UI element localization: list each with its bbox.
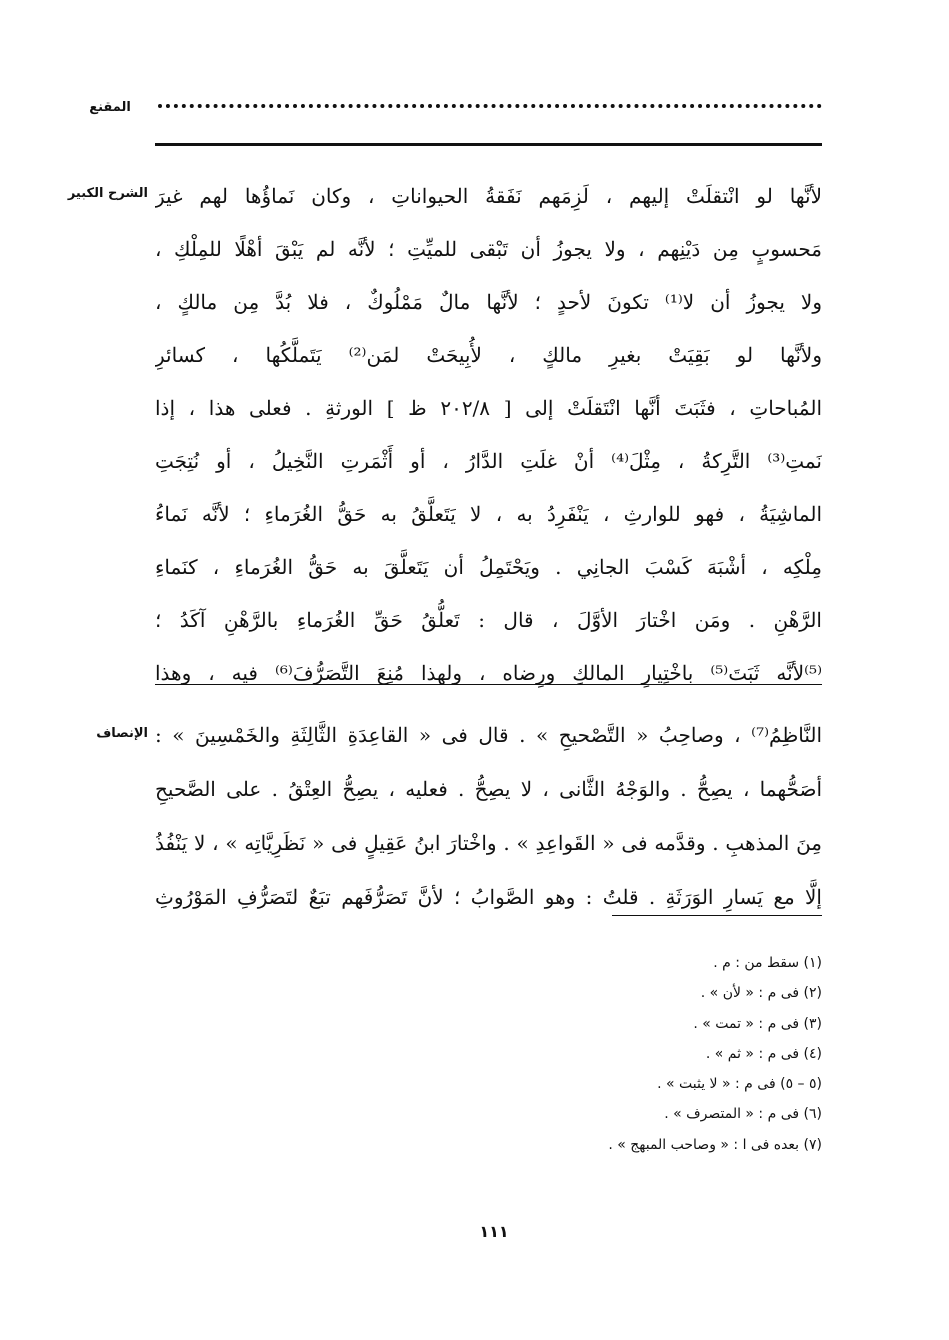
header-dotted-leader: [158, 104, 822, 108]
text-line: الماشِيَةُ ، فهو للوارثِ ، يَنْفَرِدُ به ، لا يَتَعلَّقُ به حَقُّ الغُرَماءِ ؛ لأنَّه نَماءُ: [155, 502, 822, 526]
text-line: لأنَّها لو انْتقلَتْ إليهم ، لَزِمَهم نَفَقةُ الحيواناتِ ، وكان نَماؤُها لهم غيرَ: [155, 184, 822, 208]
text-line: نَمتِ⁽³⁾ التَّرِكةُ ، مِثْلَ⁽⁴⁾ أنْ غلَتِ الدَّارُ ، أو أَثْمَرتِ النَّخِيلُ ، أو نُتِجَتِ: [155, 449, 822, 473]
footnote: (١) سقط من : م .: [713, 955, 822, 971]
text-line: الرَّهْنِ . ومَن اخْتارَ الأوَّلَ ، قال : تَعلُّقُ حَقِّ الغُرَماءِ بالرَّهْنِ آكَدُ ؛: [155, 608, 822, 632]
footnotes: [470, 948, 822, 1160]
insaf-text: [155, 708, 822, 924]
footnote: (٦) فى م : « المتصرف » .: [664, 1106, 822, 1123]
footnote: (٧) بعده فى ا : « وصاحب المبهج » .: [608, 1136, 822, 1153]
section-divider: [155, 684, 822, 685]
footnote: (٢) فى م : « لأن » .: [700, 985, 822, 1002]
footnote-rule: [612, 915, 822, 916]
text-line: مَحسوبٍ مِن دَيْنِهم ، ولا يجوزُ أن تَبْقى للميِّتِ ؛ لأنَّه لم يَبْقَ أهْلًا للمِلْكِ ،: [155, 237, 822, 261]
section-label-sharh-kabir: الشرح الكبير: [67, 186, 148, 201]
text-line: المُباحاتِ ، فثَبَتَ أنَّها انْتَقلَتْ إلى [ ٢٠٢/٨ ظ ] الورثةِ . فعلى هذا ، إذا: [155, 396, 822, 420]
text-line: مِنَ المذهبِ . وقدَّمه فى « القَواعِدِ » . واخْتارَ ابنُ عَقِيلٍ فى « نَظَرِيَّاتِه » ، لا يَنْفُذُ: [155, 831, 822, 855]
footnote: (٣) فى م : « تمت » .: [693, 1015, 822, 1032]
text-line: إلَّا مع يَسارِ الوَرَثَةِ . قلتُ : وهو الصَّوابُ ؛ لأنَّ تَصَرُّفَهم تبَعٌ لتَصَرُّفِ المَوْرُوثِ: [155, 885, 822, 909]
footnote: (٥ – ٥) فى م : « لا يثبت » .: [657, 1076, 822, 1093]
footnote: (٤) فى م : « ثم » .: [705, 1045, 822, 1062]
page-number: ١١١: [479, 1222, 509, 1241]
text-line: النَّاظِمُ⁽⁷⁾ ، وصاحِبُ « التَّصْحيحِ » . قال فى « القاعِدَةِ الثَّالِثَةِ والخَمْسِينَ » :: [155, 723, 822, 747]
text-line: مِلْكِه ، أشْبَهَ كَسْبَ الجانِي . ويَحْتَمِلُ أن يَتَعلَّقَ به حَقُّ الغُرَماءِ ، كنَماءِ: [155, 555, 822, 579]
header-rule: [155, 143, 822, 146]
sharh-kabir-text: [155, 170, 822, 700]
text-line: أصَحُّهما ، يصِحُّ . والوَجْهُ الثَّانى ، لا يصِحُّ . فعليه ، يصِحُّ العِتْقُ . على الصَّحيحِ: [155, 777, 822, 801]
section-label-insaf: الإنصاف: [96, 726, 148, 741]
running-header-title: المقنع: [89, 100, 131, 115]
text-line: ولأنَّها لو بَقِيَتْ بغيرِ مالكٍ ، لأُبِيحَتْ لمَن⁽²⁾ يَتَملَّكُها ، كسائرِ: [155, 343, 822, 367]
text-line: ولا يجوزُ أن لا⁽¹⁾ تكونَ لأحدٍ ؛ لأنَّها مالٌ مَمْلُوكٌ ، فلا بُدَّ مِن مالكٍ ،: [155, 290, 822, 314]
text-line: ⁽⁵⁾لأنَّه ثَبَتَ⁽⁵⁾ باخْتِيارِ المالكِ ورِضاه ، ولهذا مُنِعَ التَّصَرُّفَ⁽⁶⁾ فيه ، وهذا: [155, 661, 822, 685]
